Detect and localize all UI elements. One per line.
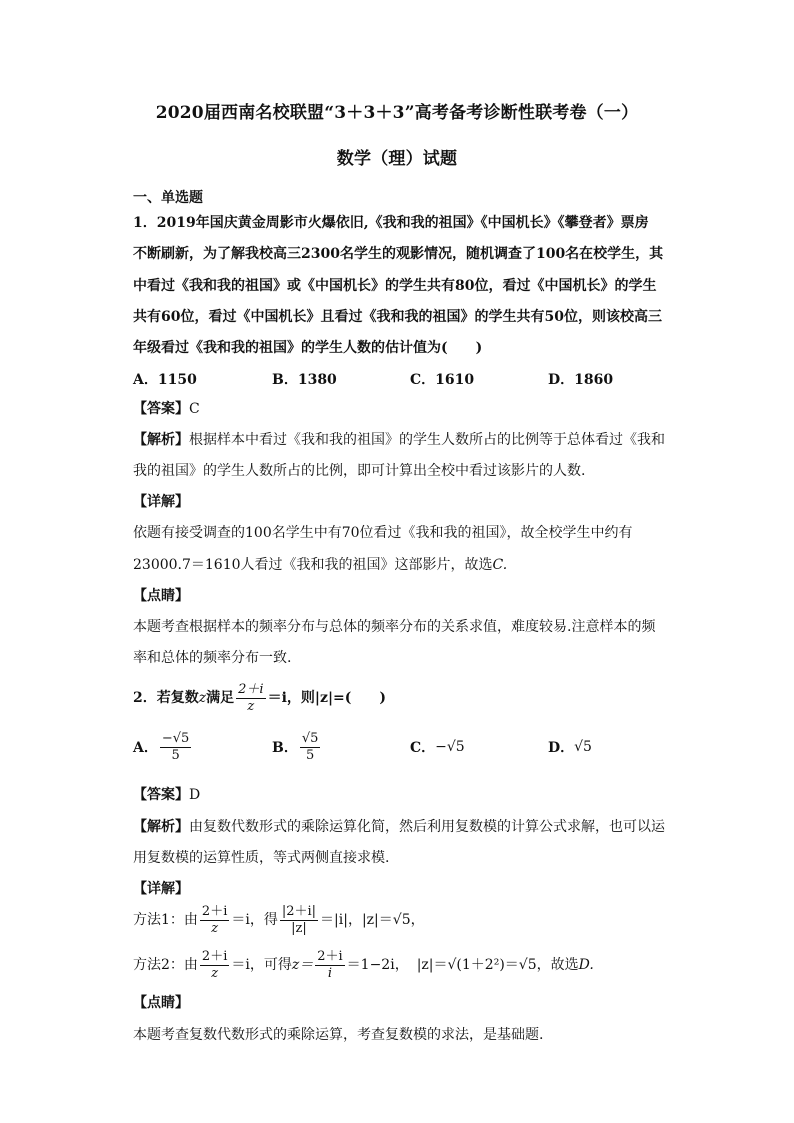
method-text: ＝i，可得 — [231, 957, 292, 973]
q2-stem-eq: ＝i，则|z|=( ) — [267, 690, 387, 706]
frac-denominator: z — [247, 698, 255, 714]
q2-comment-line: 本题考查复数代数形式的乘除运算，考查复数模的求法，是基础题. — [133, 1027, 544, 1043]
q2-stem — [133, 680, 663, 716]
frac-numerator: 2＋i — [201, 948, 228, 964]
q1-option-d: D．1860 — [548, 372, 614, 388]
analysis-tag: 【解析】 — [133, 432, 189, 448]
frac-denominator: 5 — [305, 747, 315, 763]
q2-answer — [133, 785, 663, 805]
method-text: ＝1−2i， — [346, 957, 409, 973]
q1-option-c: C．1610 — [410, 372, 475, 388]
frac-numerator: 2＋i — [238, 681, 264, 697]
q2-option-a — [133, 727, 193, 767]
q2-analysis-line: 用复数模的运算性质，等式两侧直接求模. — [133, 850, 390, 866]
option-fraction — [160, 731, 191, 764]
q2-option-c — [410, 727, 465, 767]
analysis-text: 由复数代数形式的乘除运算化简，然后利用复数模的计算公式求解，也可以运 — [189, 819, 665, 835]
q1-option-a: A．1150 — [133, 372, 197, 388]
method-text: ＝|i|，|z|＝√5， — [320, 912, 425, 928]
frac-denominator: z — [211, 920, 219, 936]
option-label: D． — [548, 740, 575, 756]
q1-comment-tag: 【点睛】 — [133, 588, 189, 604]
exam-subtitle: 数学（理）试题 — [336, 149, 458, 169]
frac-numerator: 2＋i — [201, 903, 228, 919]
q1-detail-tag: 【详解】 — [133, 494, 189, 510]
exam-title: 2020届西南名校联盟“3＋3＋3”高考备考诊断性联考卷（一） — [155, 103, 639, 123]
option-value: √5 — [574, 739, 592, 755]
q2-analysis — [133, 817, 663, 837]
detail-text: 23000.7＝1610人看过《我和我的祖国》这部影片，故选 — [133, 557, 493, 573]
method-fraction — [200, 904, 229, 937]
q1-comment-line: 率和总体的频率分布一致. — [133, 650, 292, 666]
q1-option-b: B．1380 — [272, 372, 337, 388]
option-fraction — [300, 731, 321, 764]
frac-denominator: 5 — [171, 747, 180, 763]
q1-detail-line — [133, 555, 663, 575]
q1-stem-line: 年级看过《我和我的祖国》的学生人数的估计值为( ) — [133, 340, 483, 356]
q2-option-d — [548, 727, 592, 767]
option-label: B． — [272, 740, 298, 756]
frac-denominator: i — [327, 965, 333, 981]
q2-method-1 — [133, 902, 663, 938]
section-heading: 一、单选题 — [133, 190, 203, 206]
method-prefix: 方法1：由 — [133, 912, 198, 928]
q1-comment-line: 本题考查根据样本的频率分布与总体的频率分布的关系求值，难度较易.注意样本的频 — [133, 619, 656, 635]
q1-detail-line: 依题有接受调查的100名学生中有70位看过《我和我的祖国》，故全校学生中约有 — [133, 525, 633, 541]
frac-numerator: √5 — [301, 730, 319, 746]
option-label: A． — [133, 740, 158, 756]
frac-numerator: −√5 — [161, 730, 190, 746]
option-label: C． — [410, 740, 436, 756]
analysis-text: 根据样本中看过《我和我的祖国》的学生人数所占的比例等于总体看过《我和 — [189, 432, 665, 448]
method-text: ＝i，得 — [231, 912, 278, 928]
method-choice: D. — [578, 957, 594, 973]
q2-comment-tag: 【点睛】 — [133, 995, 189, 1011]
method-text: z＝ — [291, 957, 314, 973]
q2-detail-tag: 【详解】 — [133, 881, 189, 897]
method-fraction-2 — [280, 904, 318, 937]
q1-stem-line: 不断刷新，为了解我校高三2300名学生的观影情况，随机调查了100名在校学生，其 — [133, 246, 664, 262]
q2-stem-var: z — [198, 690, 207, 706]
answer-value: D — [189, 787, 201, 803]
q2-stem-mid: 满足 — [206, 690, 235, 706]
q2-option-b — [272, 727, 322, 767]
analysis-tag: 【解析】 — [133, 819, 189, 835]
answer-value: C — [189, 401, 200, 417]
q1-analysis — [133, 430, 663, 450]
q1-answer — [133, 399, 663, 419]
method-text: |z|＝√(1＋2²)＝√5，故选 — [416, 957, 579, 973]
detail-choice: C. — [492, 557, 508, 573]
method-fraction — [200, 949, 229, 982]
frac-numerator: |2＋i| — [281, 903, 317, 919]
answer-tag: 【答案】 — [133, 401, 189, 417]
frac-denominator: z — [211, 965, 219, 981]
q1-analysis-line: 我的祖国》的学生人数所占的比例，即可计算出全校中看过该影片的人数. — [133, 463, 586, 479]
option-value: −√5 — [435, 739, 465, 755]
frac-denominator: |z| — [291, 920, 307, 936]
frac-numerator: 2＋i — [317, 948, 343, 964]
q1-stem-line: 1．2019年国庆黄金周影市火爆依旧,《我和我的祖国》《中国机长》《攀登者》票房 — [133, 215, 649, 231]
q2-stem-prefix: 2．若复数 — [133, 690, 199, 706]
q2-stem-fraction — [236, 682, 265, 715]
q1-stem-line: 中看过《我和我的祖国》或《中国机长》的学生共有80位，看过《中国机长》的学生 — [133, 278, 657, 294]
q1-stem-line: 共有60位，看过《中国机长》且看过《我和我的祖国》的学生共有50位，则该校高三 — [133, 309, 662, 325]
method-fraction-2 — [315, 949, 344, 982]
method-prefix: 方法2：由 — [133, 957, 198, 973]
q2-method-2 — [133, 947, 663, 983]
answer-tag: 【答案】 — [133, 787, 189, 803]
